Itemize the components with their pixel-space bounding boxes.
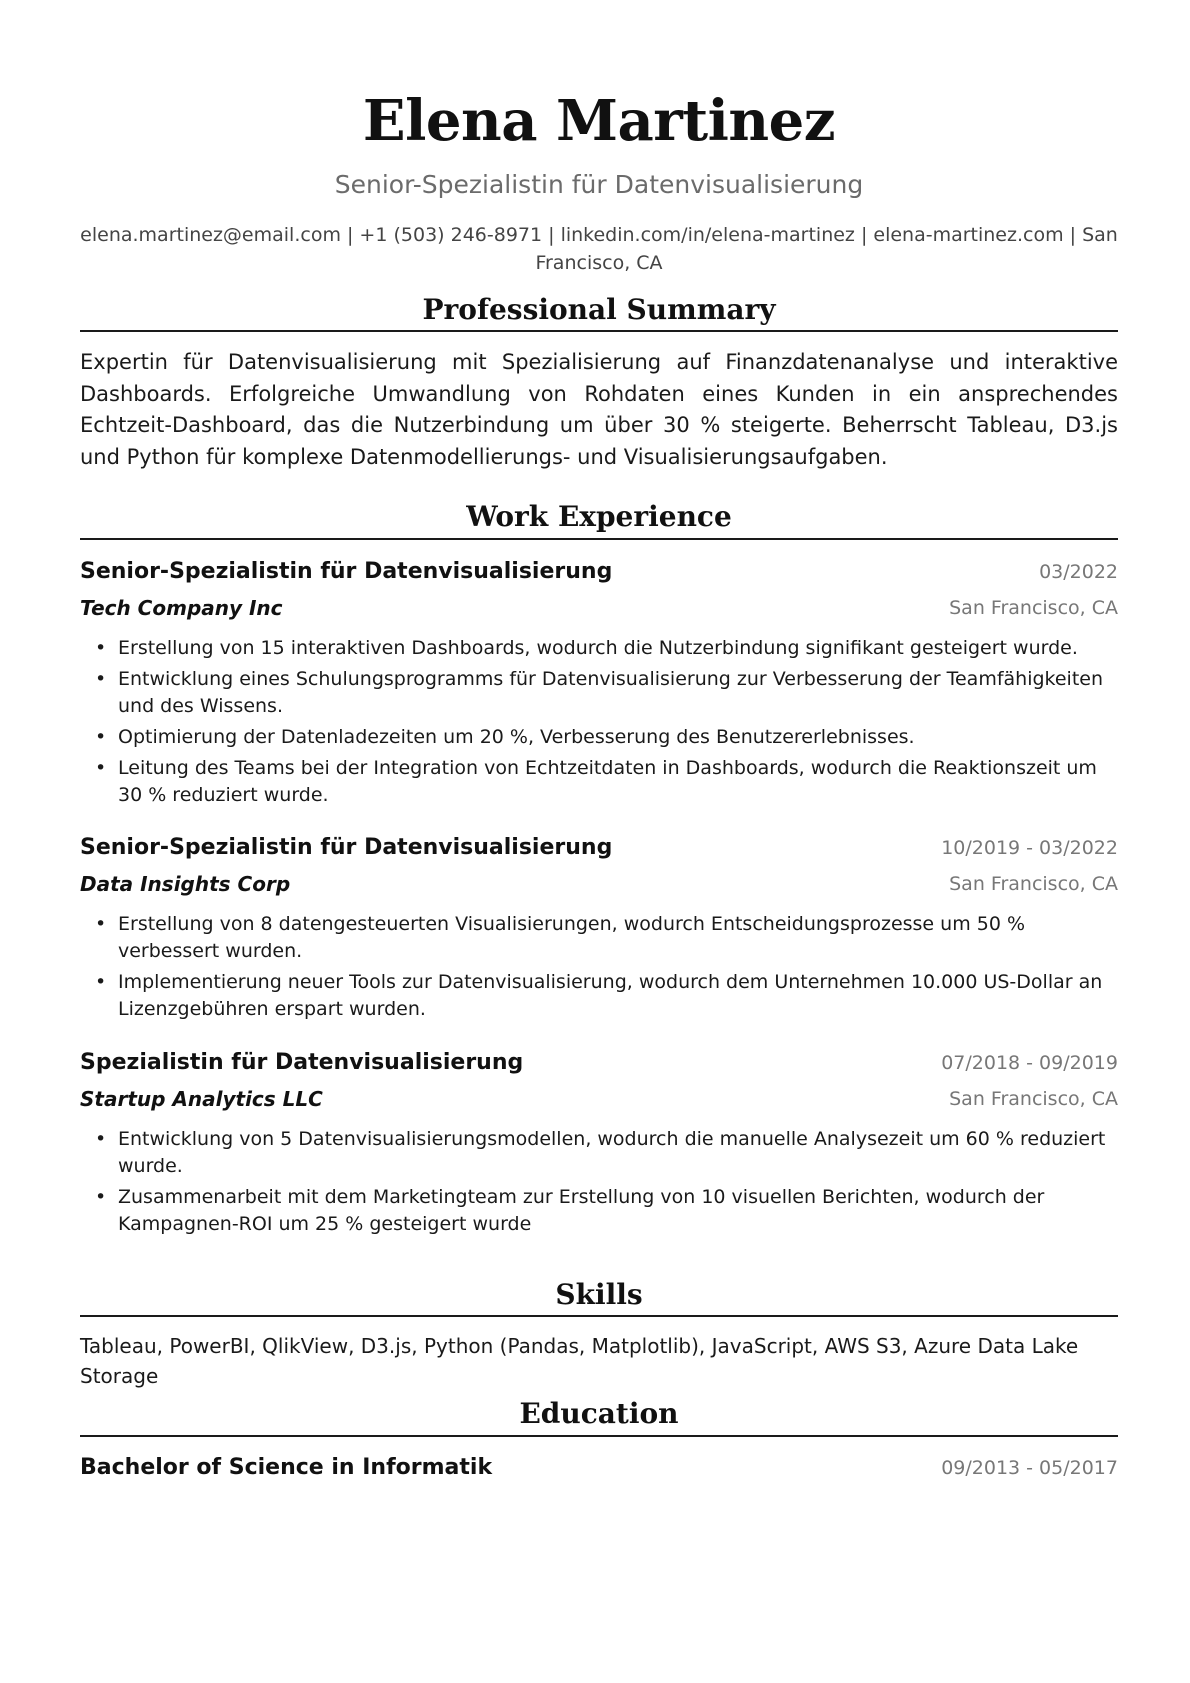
job-bullets xyxy=(80,635,1118,809)
job-title: Senior-Spezialistin für Datenvisualisierung xyxy=(80,559,613,584)
job-title: Spezialistin für Datenvisualisierung xyxy=(80,1050,524,1075)
job-bullet: • Optimierung der Datenladezeiten um 20 %, Verbesserung des Benutzererlebnisses. xyxy=(80,724,1118,751)
section-title-experience: Work Experience xyxy=(466,500,732,533)
section-divider xyxy=(80,330,1118,332)
section-divider xyxy=(80,538,1118,540)
education-date: 09/2013 - 05/2017 xyxy=(941,1457,1118,1479)
job-bullet: • Entwicklung eines Schulungsprogramms für Datenvisualisierung zur Verbesserung der Teamfähigkeiten und des Wissens. xyxy=(80,666,1118,720)
job-date: 03/2022 xyxy=(1039,561,1118,583)
degree-title: Bachelor of Science in Informatik xyxy=(80,1455,493,1480)
job-entry xyxy=(80,831,1118,1027)
contact-line: Francisco, CA xyxy=(535,252,663,274)
job-bullet: • Erstellung von 8 datengesteuerten Visualisierungen, wodurch Entscheidungsprozesse um 50 % verbessert wurden. xyxy=(80,911,1118,965)
section-divider xyxy=(80,1435,1118,1437)
job-header xyxy=(80,1046,1118,1082)
section-title-education: Education xyxy=(519,1397,679,1430)
job-bullet: • Erstellung von 15 interaktiven Dashboards, wodurch die Nutzerbindung signifikant gesteigert wurde. xyxy=(80,635,1118,662)
section-title-skills: Skills xyxy=(555,1278,643,1311)
job-subheader xyxy=(80,867,1118,903)
job-location: San Francisco, CA xyxy=(949,873,1118,895)
contact-info xyxy=(80,221,1118,277)
job-title: Senior-Spezialistin für Datenvisualisierung xyxy=(80,835,613,860)
job-bullet: • Leitung des Teams bei der Integration von Echtzeitdaten in Dashboards, wodurch die Reaktionszeit um 30 % reduziert wurde. xyxy=(80,755,1118,809)
job-header xyxy=(80,555,1118,591)
job-bullets xyxy=(80,911,1118,1023)
section-divider xyxy=(80,1315,1118,1317)
job-entry xyxy=(80,555,1118,813)
company-name: Data Insights Corp xyxy=(80,872,291,896)
candidate-headline: Senior-Spezialistin für Datenvisualisierung xyxy=(334,170,864,199)
summary-text: Expertin für Datenvisualisierung mit Spezialisierung auf Finanzdatenanalyse und interaktive Dashboards. Erfolgreiche Umwandlung von Rohdaten eines Kunden in ein ansprechendes Echtzeit-Dashboard, das die Nutzerbindung um über 30 % steigerte. Beherrscht Tableau, D3.js und Python für komplexe Datenmodellierungs- und Visualisierungsaufgaben. xyxy=(80,350,1118,469)
company-name: Tech Company Inc xyxy=(80,596,283,620)
job-header xyxy=(80,831,1118,867)
job-bullet: • Implementierung neuer Tools zur Datenvisualisierung, wodurch dem Unternehmen 10.000 US-Dollar an Lizenzgebühren erspart wurden. xyxy=(80,969,1118,1023)
job-entry xyxy=(80,1046,1118,1242)
job-date: 10/2019 - 03/2022 xyxy=(941,837,1118,859)
job-bullet: • Zusammenarbeit mit dem Marketingteam zur Erstellung von 10 visuellen Berichten, wodurch der Kampagnen-ROI um 25 % gesteigert wurde xyxy=(80,1184,1118,1238)
job-bullet: • Entwicklung von 5 Datenvisualisierungsmodellen, wodurch die manuelle Analysezeit um 60 % reduziert wurde. xyxy=(80,1126,1118,1180)
company-name: Startup Analytics LLC xyxy=(80,1087,323,1111)
candidate-name: Elena Martinez xyxy=(362,88,836,154)
contact-line: elena.martinez@email.com | +1 (503) 246-8971 | linkedin.com/in/elena-martinez | elena-martinez.com | San xyxy=(80,224,1118,246)
section-title-summary: Professional Summary xyxy=(422,293,776,326)
skills-list: Tableau, PowerBI, QlikView, D3.js, Python (Pandas, Matplotlib), JavaScript, AWS S3, Azure Data Lake Storage xyxy=(80,1334,1079,1388)
job-subheader xyxy=(80,1082,1118,1118)
job-location: San Francisco, CA xyxy=(949,1088,1118,1110)
job-location: San Francisco, CA xyxy=(949,597,1118,619)
job-bullets xyxy=(80,1126,1118,1238)
job-date: 07/2018 - 09/2019 xyxy=(941,1052,1118,1074)
education-entry xyxy=(80,1451,1118,1487)
job-subheader xyxy=(80,591,1118,627)
